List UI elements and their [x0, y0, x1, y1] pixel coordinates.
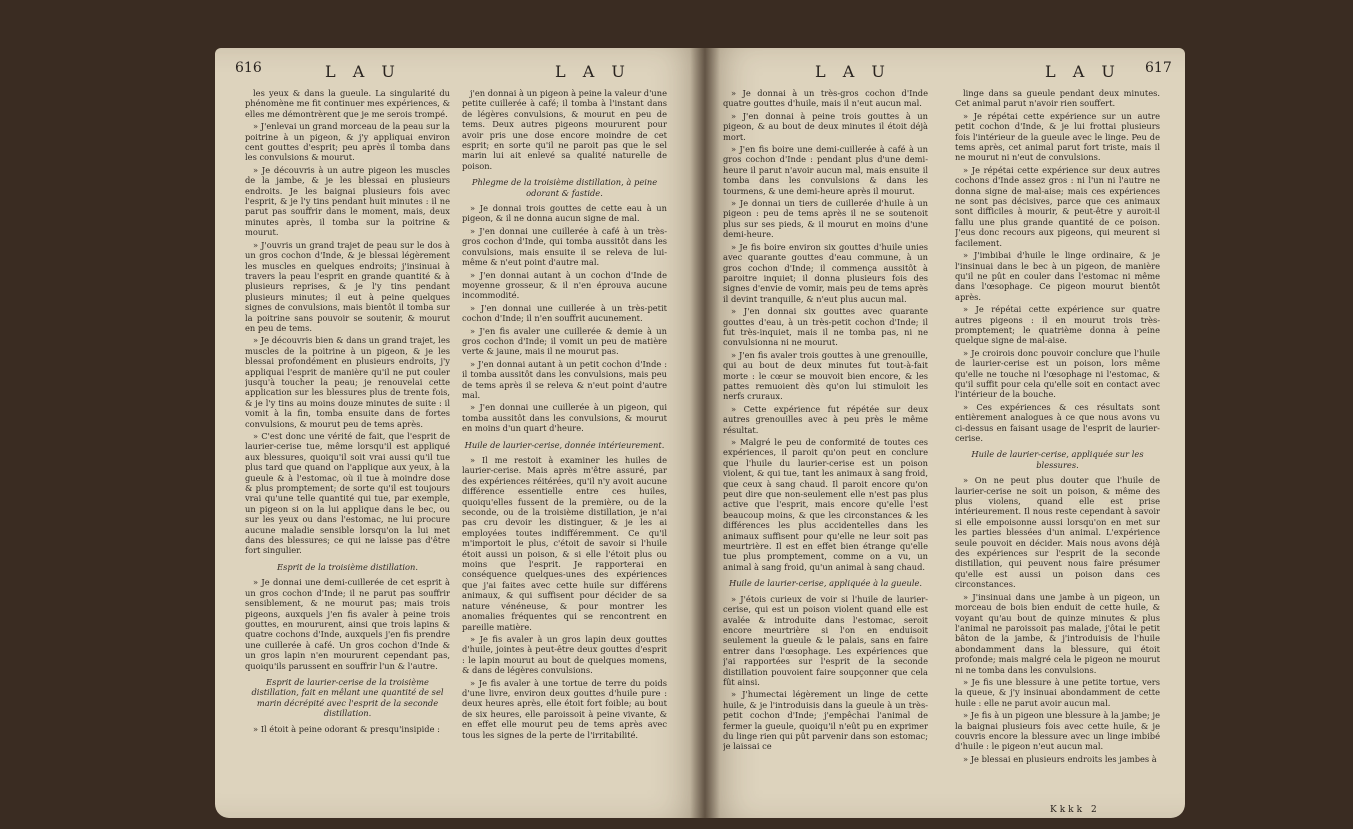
paragraph: » J'enlevai un grand morceau de la peau sur la poitrine à un pigeon, & j'y appliquai environ cent gouttes d'esprit; peu après il tomba dans les convulsions & mourut.	[245, 121, 450, 163]
left-running-head-outer: L A U	[325, 62, 401, 81]
paragraph: » Je fis avaler à un gros lapin deux gouttes d'huile, jointes à peut-être deux gouttes d'esprit : le lapin mourut au bout de quelques momens, & dans de légères convulsions.	[462, 633, 667, 676]
paragraph: » J'en donnai une cuillerée à un très-petit cochon d'Inde; il n'en souffrit aucunement.	[462, 302, 667, 324]
left-page	[215, 48, 705, 818]
section-heading: Huile de laurier-cerise, appliquée à la gueule.	[728, 578, 923, 589]
paragraph: » J'humectai légèrement un linge de cette huile, & je l'introduisis dans la gueule à un très-petit cochon d'Inde; j'empêchai l'animal de fermer la gueule, quoiqu'il n'eût pu en exprimer du linge rien qui pût parvenir dans son estomac; je laissai ce	[723, 689, 928, 752]
paragraph: » Je donnai à un très-gros cochon d'Inde quatre gouttes d'huile, mais il n'eut aucun mal.	[723, 88, 928, 109]
paragraph: » J'étois curieux de voir si l'huile de laurier-cerise, qui est un poison violent quand elle est avalée & introduite dans l'estomac, seroit encore meurtrière si l'on en enduisoit seulement la gueule & le palais, sans en faire entrer dans l'œsophage. Les expériences que j'ai rapportées sur l'esprit de la seconde distillation pouvoient faire soupçonner que cela fût ainsi.	[723, 593, 928, 687]
paragraph: linge dans sa gueule pendant deux minutes. Cet animal parut n'avoir rien souffert.	[955, 88, 1160, 109]
paragraph: » J'en fis boire une demi-cuillerée à café à un gros cochon d'Inde : pendant plus d'une demi-heure il parut n'avoir aucun mal, mais ensuite il tomba dans les convulsions & dans les tourmens, & une demi-heure après il mourut.	[723, 144, 928, 196]
right-column-1	[723, 88, 928, 808]
section-heading: Esprit de la troisième distillation.	[277, 561, 418, 572]
paragraph: » J'ouvris un grand trajet de peau sur le dos à un gros cochon d'Inde, & je blessai légèrement les muscles en quelques endroits; j'insinuai à travers la peau l'esprit en grande quantité & à plusieurs reprises, & je l'y tins pendant plusieurs minutes; il eut à peine quelques signes de convulsions, mais bientôt il tomba sur la poitrine sans pouvoir se soutenir, & mourut en peu de tems.	[245, 239, 450, 333]
section-heading: Huile de laurier-cerise, appliquée sur les blessures.	[971, 449, 1144, 470]
paragraph: » J'en fis avaler trois gouttes à une grenouille, qui au bout de deux minutes fut tout-à-fait morte : le cœur se mouvoit bien encore, & les pattes remuoient dès qu'on lui stimuloit les nerfs cruraux.	[723, 349, 928, 402]
signature-mark: Kkkk 2	[1050, 805, 1100, 815]
right-page	[705, 48, 1185, 818]
left-page-number: 616	[235, 60, 262, 76]
right-running-head-outer: L A U	[1045, 62, 1121, 81]
paragraph: » J'en donnai autant à un cochon d'Inde de moyenne grosseur, & il n'en éprouva aucune incommodité.	[462, 269, 667, 301]
section-heading: Huile de laurier-cerise, donnée intérieurement.	[464, 439, 665, 450]
paragraph: » J'en donnai une cuillerée à café à un très-gros cochon d'Inde, qui tomba aussitôt dans les convulsions, mais ensuite il se releva de lui-même & n'eut point d'autre mal.	[462, 225, 667, 268]
right-running-head-inner: L A U	[815, 62, 891, 81]
paragraph: » Je donnai trois gouttes de cette eau à un pigeon, & il ne donna aucun signe de mal.	[462, 203, 667, 224]
right-page-number: 617	[1145, 60, 1172, 76]
paragraph: » Malgré le peu de conformité de toutes ces expériences, il paroit qu'on peut en conclure que l'huile du laurier-cerise est un poison violent, & qui tue, tant les animaux à sang froid, que ceux à sang chaud. Il paroit encore qu'on peut dire que non-seulement elle n'est pas plus active que l'esprit, mais encore qu'elle l'est beaucoup moins, & que les circonstances & les différences les plus accidentelles dans les animaux suffisent pour qu'elle ne leur soit pas meurtrière. Il est en effet bien étrange qu'elle tue plus promptement, comme on a vu, un animal à sang froid, qu'un animal à sang chaud.	[723, 437, 928, 572]
book-gutter	[690, 48, 720, 818]
paragraph: » J'en donnai autant à un petit cochon d'Inde : il tomba aussitôt dans les convulsions, mais peu de tems après il se releva & n'eut point d'autre mal.	[462, 358, 667, 400]
paragraph: » J'en fis avaler une cuillerée & demie à un gros cochon d'Inde; il vomit un peu de matière verte & jaune, mais il ne mourut pas.	[462, 325, 667, 357]
left-running-head-inner: L A U	[555, 62, 631, 81]
paragraph: » J'en donnai une cuillerée à un pigeon, qui tomba aussitôt dans les convulsions, & mourut en moins d'un quart d'heure.	[462, 402, 667, 434]
paragraph: » Il me restoit à examiner les huiles de laurier-cerise. Mais après m'être assuré, par des expériences réitérées, qu'il n'y avoit aucune différence essentielle entre ces huiles, quoiqu'elles fussent de la première, ou de la seconde, ou de la troisième distillation, je n'ai pas cru devoir les distinguer, & je les ai employées toutes indifféremment. Ce qu'il m'importoit le plus, c'étoit de savoir si l'huile étoit aussi un poison, & si elle l'étoit plus ou moins que l'esprit. Je rapporterai en conséquence quelques-unes des expériences que j'ai faites avec cette huile sur différens animaux, & qui suffisent pour décider de sa nature vénéneuse, & pour montrer les anomalies fréquentes qui se rencontrent en pareille matière.	[462, 455, 667, 632]
paragraph: » J'en donnai six gouttes avec quarante gouttes d'eau, à un très-petit cochon d'Inde; il fut très-inquiet, mais il ne tomba pas, ni ne convulsionna ni ne mourut.	[723, 306, 928, 348]
paragraph: » J'imbibai d'huile le linge ordinaire, & je l'insinuai dans le bec à un pigeon, de manière qu'il ne pût en couler dans l'estomac ni même dans l'œsophage. Ce pigeon mourut bientôt après.	[955, 250, 1160, 302]
paragraph: » Ces expériences & ces résultats sont entièrement analogues à ce que nous avons vu ci-dessus en faisant usage de l'esprit de laurier-cerise.	[955, 401, 1160, 443]
paragraph: » Je découvris à un autre pigeon les muscles de la jambe, & je les blessai en plusieurs endroits. Je les baignai plusieurs fois avec l'esprit, & je l'y tins pendant huit minutes : il ne parut pas souffrir dans le moment, mais, deux minutes après, il tomba sur la poitrine & mourut.	[245, 164, 450, 238]
left-column-1	[245, 88, 450, 808]
paragraph: » Je fis avaler à une tortue de terre du poids d'une livre, environ deux gouttes d'huile pure : deux heures après, elle étoit fort foible; au bout de six heures, elle paroissoit à peine vivante, & en effet elle mourut peu de tems après avec tous les signes de la perte de l'irritabilité.	[462, 677, 667, 740]
section-heading: Esprit de laurier-cerise de la troisième distillation, fait en mêlant une quantité de sel marin décrépité avec l'esprit de la seconde distillation.	[251, 676, 444, 719]
paragraph: » Je fis à un pigeon une blessure à la jambe; je la baignai plusieurs fois avec cette huile, & je couvris encore la blessure avec un linge imbibé d'huile : le pigeon n'eut aucun mal.	[955, 710, 1160, 752]
paragraph: » On ne peut plus douter que l'huile de laurier-cerise ne soit un poison, & même des plus violens, quand elle est prise intérieurement. Il nous reste cependant à savoir si elle empoisonne aussi lorsqu'on en met sur les parties blessées d'un animal. L'expérience seule pouvoit en décider. Mais nous avons déjà des expériences sur l'esprit de la seconde distillation, qui peuvent nous faire présumer qu'elle est aussi un poison dans ces circonstances.	[955, 475, 1160, 590]
paragraph: » Je fis boire environ six gouttes d'huile unies avec quarante gouttes d'eau commune, à un gros cochon d'Inde; il commença aussitôt à paroitre inquiet; il donna plusieurs fois des signes d'envie de vomir, mais peu de tems après il devint tranquille, & n'eut plus aucun mal.	[723, 241, 928, 304]
section-heading: Phlegme de la troisième distillation, à peine odorant & fastide.	[471, 177, 658, 198]
paragraph: » J'insinuai dans une jambe à un pigeon, un morceau de bois bien enduit de cette huile, & voyant qu'au bout de quinze minutes & plus l'animal ne paroissoit pas malade, j'ôtai le petit bâton de la jambe, & j'introduisis de l'huile abondamment dans la blessure, qui étoit profonde; mais malgré cela le pigeon ne mourut ni ne tomba dans les convulsions.	[955, 591, 1160, 675]
paragraph: » Je blessai en plusieurs endroits les jambes à	[963, 753, 1157, 764]
paragraph: » Je donnai une demi-cuillerée de cet esprit à un gros cochon d'Inde; il ne parut pas souffrir sensiblement, & ne mourut pas; mais trois pigeons, auxquels j'en fis avaler à peine trois gouttes, en moururent, ainsi que trois lapins & quatre cochons d'Inde, auxquels j'en fis prendre une cuillerée à café. Un gros cochon d'Inde & un gros lapin n'en moururent cependant pas, quoiqu'ils parussent en souffrir l'un & l'autre.	[245, 577, 450, 671]
paragraph: » Cette expérience fut répétée sur deux autres grenouilles avec à peu près le même résultat.	[723, 403, 928, 435]
right-column-2	[955, 88, 1160, 808]
paragraph: » Je découvris bien & dans un grand trajet, les muscles de la poitrine à un pigeon, & je les blessai profondément en plusieurs endroits, j'y appliquai l'esprit de manière qu'il ne put couler jusqu'à toucher la peau; je renouvelai cette application sur les blessures plus de trente fois, & je l'y tins au moins douze minutes de suite : il vomit à la fin, tomba ensuite dans de fortes convulsions, & mourut peu de tems après.	[245, 335, 450, 429]
paragraph: » Je répétai cette expérience sur quatre autres pigeons : il en mourut trois très-promptement; le quatrième donna à peine quelque signe de mal-aise.	[955, 304, 1160, 346]
left-column-2	[462, 88, 667, 808]
paragraph: » Je fis une blessure à une petite tortue, vers la queue, & j'y insinuai abondamment de cette huile : elle ne parut avoir aucun mal.	[955, 676, 1160, 708]
paragraph: » Il étoit à peine odorant & presqu'insipide :	[253, 723, 440, 734]
paragraph: » Je répétai cette expérience sur un autre petit cochon d'Inde, & je lui frottai plusieurs fois l'intérieur de la gueule avec le linge. Peu de tems après, cet animal parut fort triste, mais il ne mourut ni n'eut de convulsions.	[955, 110, 1160, 163]
paragraph: » C'est donc une vérité de fait, que l'esprit de laurier-cerise tue, même lorsqu'il est appliqué aux blessures, quoiqu'il soit vrai aussi qu'il tue plus tard que quand on l'applique aux yeux, à la gueule & à l'estomac, où il tue à moindre dose & plus promptement; de sorte qu'il est toujours vrai qu'une telle quantité qui tue, par exemple, un pigeon si on la lui applique dans le bec, ou sur les yeux ou dans l'estomac, ne lui procure aucune maladie sensible lorsqu'on la lui met dans des blessures; ce qui ne laisse pas d'être fort singulier.	[245, 431, 450, 556]
paragraph: j'en donnai à un pigeon à peine la valeur d'une petite cuillerée à café; il tomba à l'instant dans de légères convulsions, & mourut en peu de tems. Deux autres pigeons moururent pour avoir pris une dose encore moindre de cet esprit; en sorte qu'il ne paroit pas que le sel marin lui ait enlevé sa qualité naturelle de poison.	[462, 88, 667, 171]
paragraph: » Je donnai un tiers de cuillerée d'huile à un pigeon : peu de tems après il ne se soutenoit plus sur ses pieds, & il mourut en moins d'une demi-heure.	[723, 198, 928, 240]
paragraph: les yeux & dans la gueule. La singularité du phénomène me fit continuer mes expériences, & elles me démontrèrent que je me serois trompé.	[245, 88, 450, 119]
paragraph: » Je croirois donc pouvoir conclure que l'huile de laurier-cerise est un poison, lors même qu'elle ne touche ni l'œsophage ni l'estomac, & qu'il suffit pour cela qu'elle soit en contact avec l'intérieur de la bouche.	[955, 347, 1160, 400]
paragraph: » J'en donnai à peine trois gouttes à un pigeon, & au bout de deux minutes il étoit déjà mort.	[723, 110, 928, 142]
paragraph: » Je répétai cette expérience sur deux autres cochons d'Inde assez gros : ni l'un ni l'autre ne donna signe de mal-aise; mais ces expériences ne sont pas décisives, parce que ces animaux sont difficiles à mourir, & peut-être y auroit-il fallu une plus grande quantité de ce poison. J'eus donc recours aux pigeons, qui meurent si facilement.	[955, 164, 1160, 248]
